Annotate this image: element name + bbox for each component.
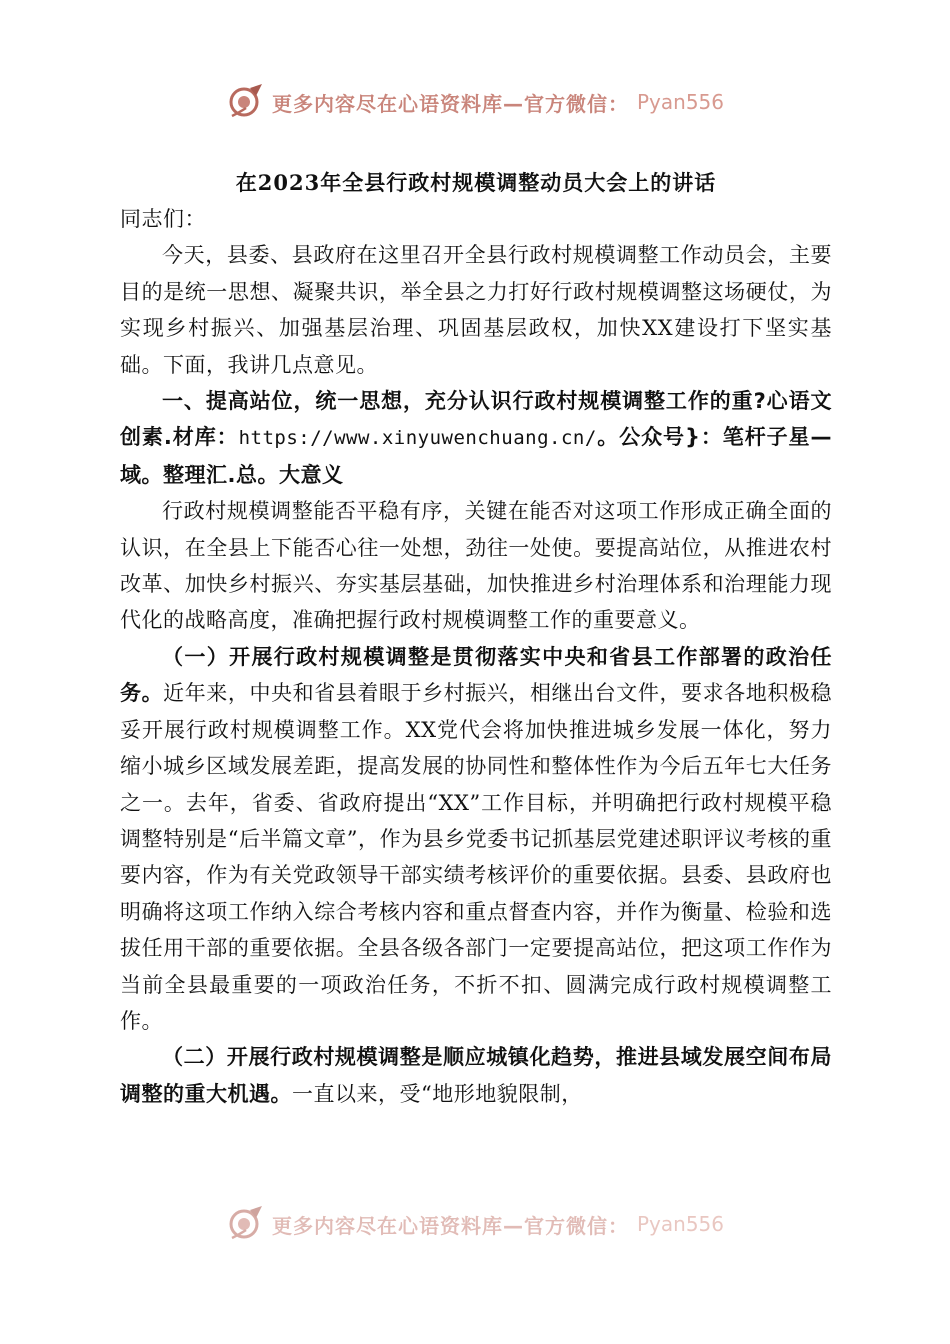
watermark-text: 更多内容尽在心语资料库—官方微信： <box>271 1213 629 1238</box>
point-2-body: 一直以来，受“地形地貌限制， <box>292 1081 583 1106</box>
section-1-heading <box>120 383 832 493</box>
intro-paragraph: 今天，县委、县政府在这里召开全县行政村规模调整工作动员会，主要目的是统一思想、凝聚共识，举全县之力打好行政村规模调整这场硬仗，为实现乡村振兴、加强基层治理、巩固基层政权，加快XX建设打下坚实基础。下面，我讲几点意见。 <box>120 243 832 377</box>
pen-logo-icon <box>226 1204 266 1244</box>
watermark-banner-top <box>0 80 950 124</box>
section-1-heading-part-b: 。公众号}：笔杆子星—域。整理汇.总。大意义 <box>120 425 832 487</box>
point-2-paragraph <box>120 1039 832 1112</box>
page-title: 在2023年全县行政村规模调整动员大会上的讲话 <box>235 170 717 195</box>
source-url-link[interactable]: https://www.xinyuwenchuang.cn/ <box>238 427 597 450</box>
section-1-paragraph: 行政村规模调整能否平稳有序，关键在能否对这项工作形成正确全面的认识，在全县上下能否心往一处想，劲往一处使。要提高站位，从推进农村改革、加快乡村振兴、夯实基层基础，加快推进乡村治理体系和治理能力现代化的战略高度，准确把握行政村规模调整工作的重要意义。 <box>120 499 832 633</box>
watermark-wechat-id: Pyan556 <box>636 90 724 114</box>
watermark-text: 更多内容尽在心语资料库—官方微信： <box>271 91 629 116</box>
point-2-heading: （二）开展行政村规模调整是顺应城镇化趋势，推进县域发展空间布局调整的重大机遇。 <box>120 1044 832 1106</box>
section-1-heading-part-a: 一、提高站位，统一思想，充分认识行政村规模调整工作的重?心语文创素.材库： <box>120 389 832 450</box>
point-1-heading: （一）开展行政村规模调整是贯彻落实中央和省县工作部署的政治任务。 <box>120 643 832 706</box>
salutation: 同志们： <box>120 207 206 231</box>
point-1-paragraph <box>120 639 832 1039</box>
document-body <box>120 165 832 1112</box>
pen-logo-icon <box>226 82 266 122</box>
watermark-banner-bottom <box>0 1202 950 1246</box>
point-1-body: 近年来，中央和省县着眼于乡村振兴，相继出台文件，要求各地积极稳妥开展行政村规模调整工作。XX党代会将加快推进城乡发展一体化，努力缩小城乡区域发展差距，提高发展的协同性和整体性作为今后五年七大任务之一。去年，省委、省政府提出“XX”工作目标，并明确把行政村规模平稳调整特别是“后半篇文章”，作为县乡党委书记抓基层党建述职评议考核的重要内容，作为有关党政领导干部实绩考核评价的重要依据。县委、县政府也明确将这项工作纳入综合考核内容和重点督查内容，并作为衡量、检验和选拔任用干部的重要依据。全县各级各部门一定要提高站位，把这项工作作为当前全县最重要的一项政治任务，不折不扣、圆满完成行政村规模调整工作。 <box>120 681 832 1033</box>
watermark-wechat-id: Pyan556 <box>636 1212 724 1236</box>
